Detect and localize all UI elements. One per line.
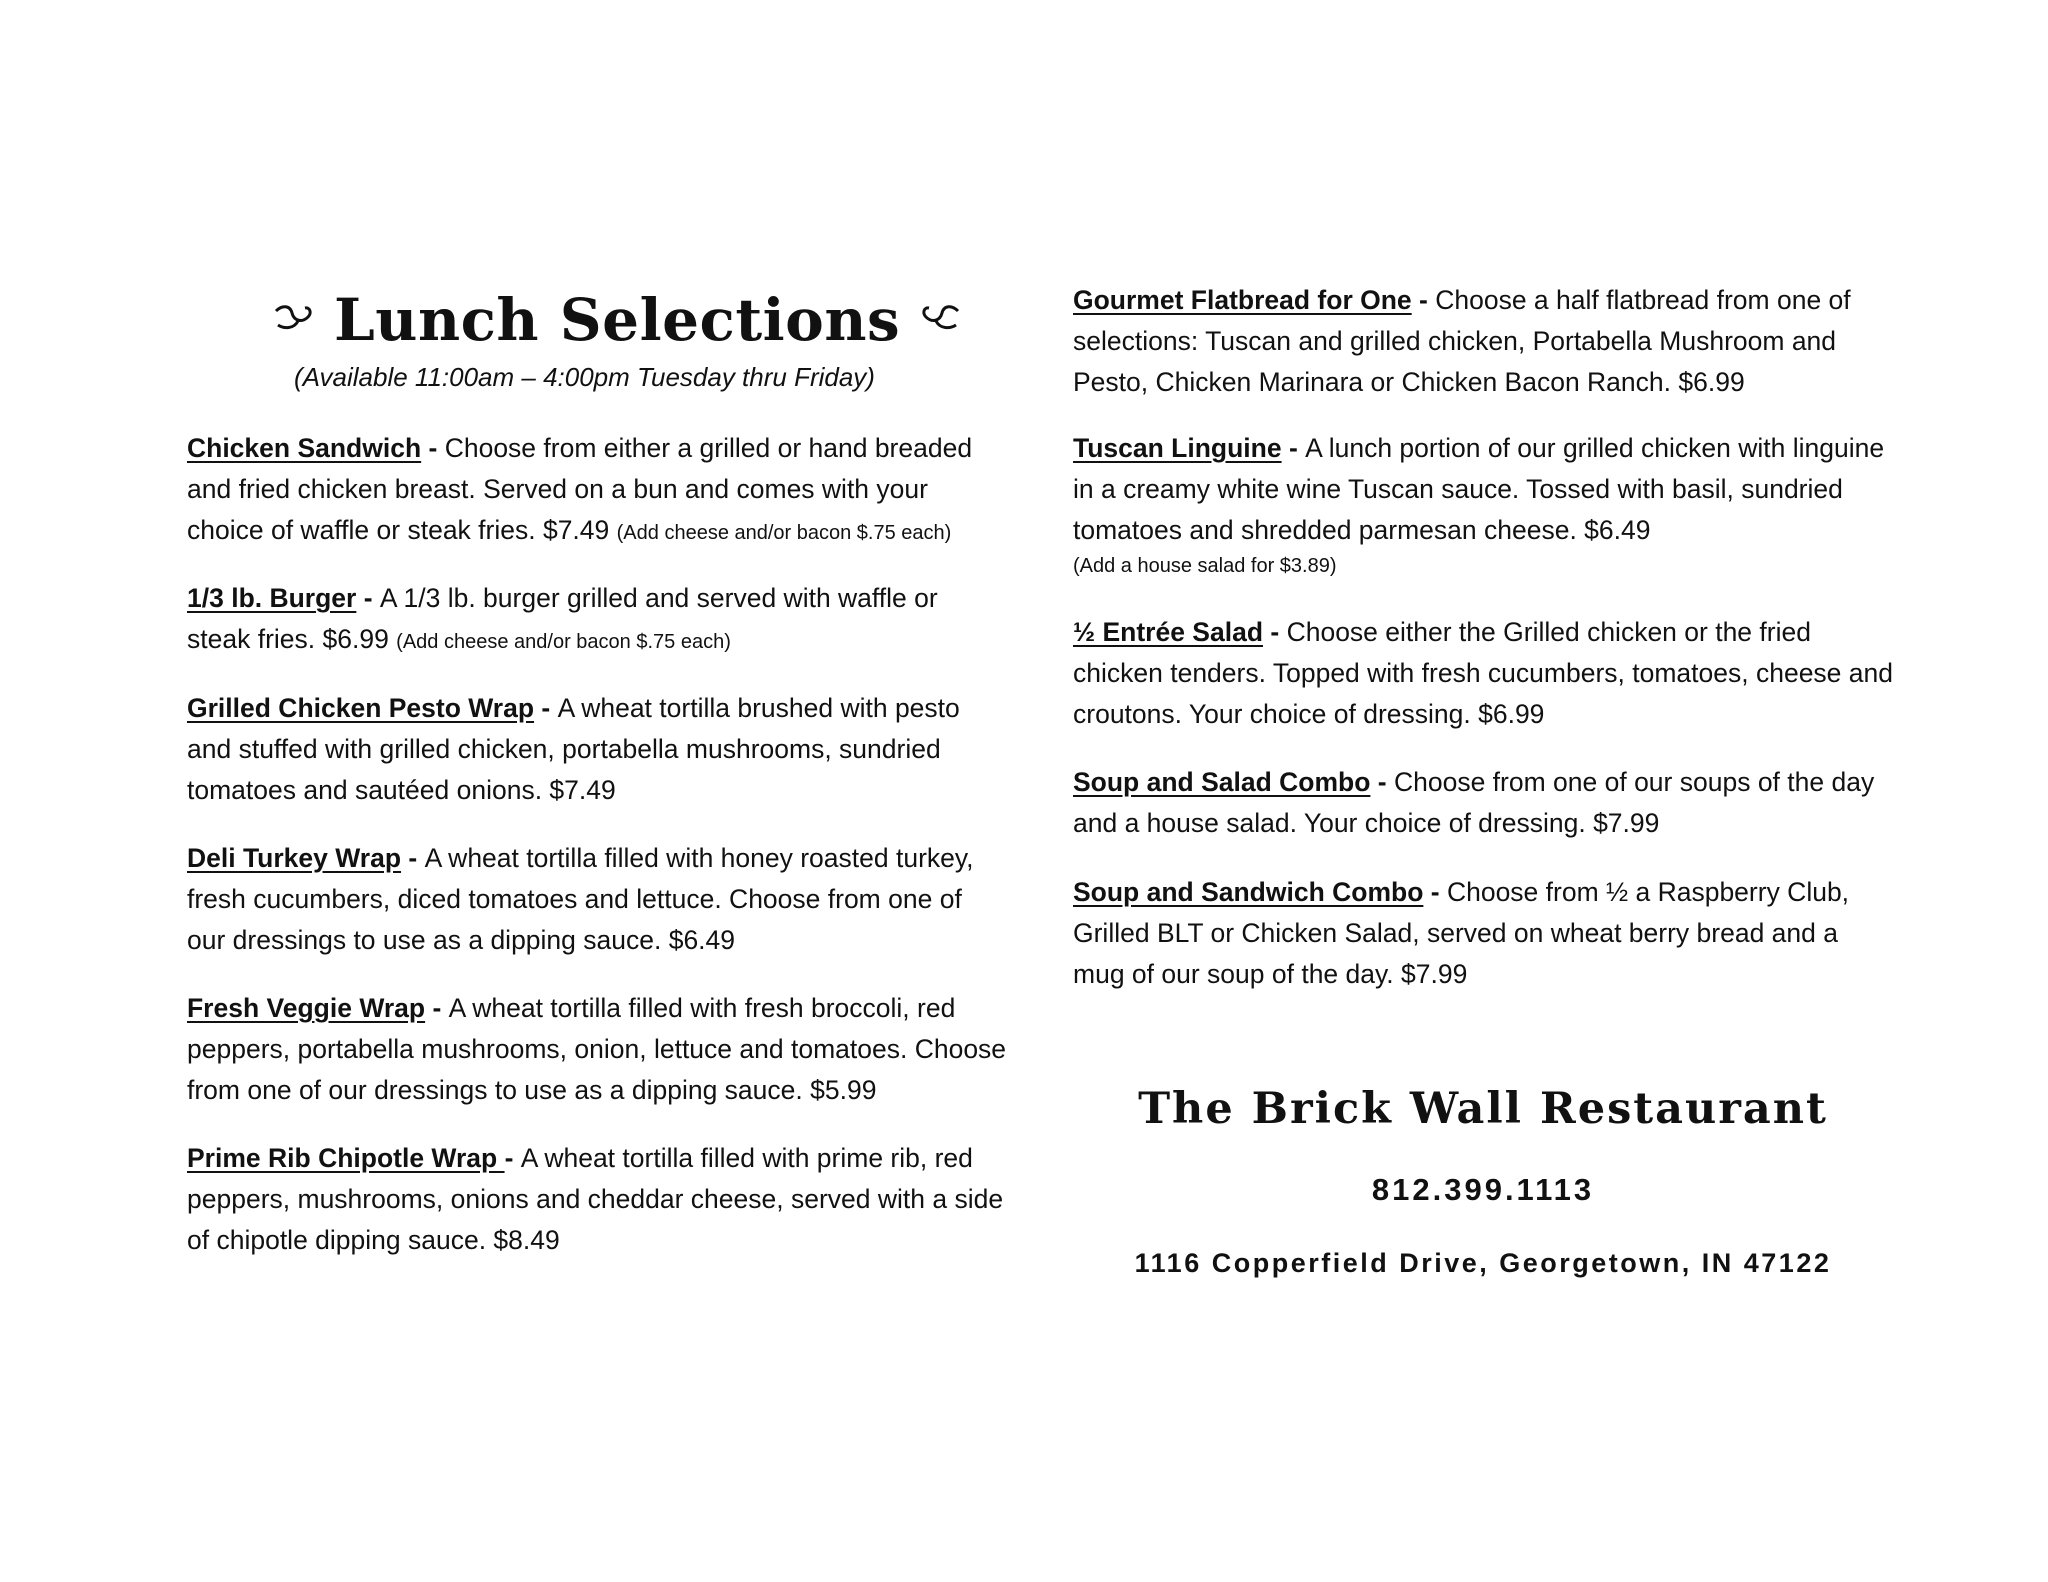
item-description: Choose from one of our soups of the day and a house salad. Your choice of dressing. $7.99 [1073, 767, 1875, 838]
item-separator: - [425, 993, 449, 1023]
item-name: Tuscan Linguine [1073, 433, 1282, 463]
item-separator: - [1411, 285, 1436, 315]
restaurant-name: The Brick Wall Restaurant [1138, 1084, 1828, 1134]
item-description: A wheat tortilla filled with honey roasted turkey, fresh cucumbers, diced tomatoes and lettuce. Choose from one of our dressings to use as a dipping sauce. $6.49 [187, 843, 974, 955]
menu-item-tuscan-linguine [1073, 428, 1893, 581]
item-separator: - [1423, 877, 1447, 907]
item-note: (Add cheese and/or bacon $.75 each) [396, 631, 731, 653]
item-name: Deli Turkey Wrap [187, 843, 402, 873]
menu-item-deli-turkey-wrap [187, 838, 1007, 961]
item-note: (Add a house salad for $3.89) [1073, 555, 1337, 577]
item-name: Prime Rib Chipotle Wrap [187, 1143, 505, 1173]
item-separator: - [356, 583, 380, 613]
ornament-right-icon [916, 300, 962, 340]
item-description: A lunch portion of our grilled chicken with linguine in a creamy white wine Tuscan sauce. Tossed with basil, sundried tomatoes and shredded parmesan cheese. $6.49 [1073, 433, 1885, 545]
menu-item-chicken-sandwich [187, 428, 1007, 554]
item-description: Choose from either a grilled or hand breaded and fried chicken breast. Served on a bun and comes with your choice of waffle or steak fries. $7.49 [187, 433, 973, 545]
menu-item-prime-rib-chipotle-wrap [187, 1138, 1007, 1261]
item-description: A wheat tortilla filled with prime rib, red peppers, mushrooms, onions and cheddar cheese, served with a side of chipotle dipping sauce. $8.49 [187, 1143, 1004, 1255]
ornament-left-icon [272, 300, 318, 340]
item-description: A 1/3 lb. burger grilled and served with waffle or steak fries. $6.99 [187, 583, 938, 654]
restaurant-address: 1116 Copperfield Drive, Georgetown, IN 47122 [1134, 1248, 1832, 1278]
item-name: ½ Entrée Salad [1073, 617, 1264, 647]
item-separator: - [421, 433, 445, 463]
item-separator: - [1370, 767, 1394, 797]
item-description: Choose from ½ a Raspberry Club, Grilled BLT or Chicken Salad, served on wheat berry bread and a mug of our soup of the day. $7.99 [1073, 877, 1850, 989]
item-description: Choose a half flatbread from one of selections: Tuscan and grilled chicken, Portabella Mushroom and Pesto, Chicken Marinara or Chicken Bacon Ranch. $6.99 [1073, 285, 1851, 397]
item-name: Soup and Sandwich Combo [1073, 877, 1424, 907]
item-note: (Add cheese and/or bacon $.75 each) [616, 522, 952, 544]
item-name: Grilled Chicken Pesto Wrap [187, 693, 535, 723]
menu-item-soup-and-sandwich-combo [1073, 872, 1893, 995]
item-separator: - [504, 1143, 521, 1173]
menu-item-half-entree-salad [1073, 612, 1893, 735]
menu-item-fresh-veggie-wrap [187, 988, 1007, 1111]
menu-item-soup-and-salad-combo [1073, 762, 1893, 844]
item-separator: - [534, 693, 558, 723]
item-separator: - [1263, 617, 1287, 647]
menu-item-gourmet-flatbread [1073, 280, 1893, 403]
item-name: 1/3 lb. Burger [187, 583, 357, 613]
menu-item-grilled-chicken-pesto-wrap [187, 688, 1007, 811]
menu-subtitle: (Available 11:00am – 4:00pm Tuesday thru Friday) [294, 362, 875, 392]
item-separator: - [1281, 433, 1306, 463]
item-name: Gourmet Flatbread for One [1073, 285, 1412, 315]
item-separator: - [401, 843, 425, 873]
item-name: Fresh Veggie Wrap [187, 993, 426, 1023]
menu-title: Lunch Selections [334, 286, 901, 354]
item-description: Choose either the Grilled chicken or the fried chicken tenders. Topped with fresh cucumbers, tomatoes, cheese and croutons. Your choice of dressing. $6.99 [1073, 617, 1893, 729]
menu-item-burger [187, 578, 1007, 663]
menu-title-row [272, 280, 992, 360]
item-description: A wheat tortilla brushed with pesto and stuffed with grilled chicken, portabella mushrooms, sundried tomatoes and sautéed onions. $7.49 [187, 693, 960, 805]
restaurant-phone: 812.399.1113 [1371, 1172, 1595, 1207]
item-description: A wheat tortilla filled with fresh broccoli, red peppers, portabella mushrooms, onion, lettuce and tomatoes. Choose from one of our dressings to use as a dipping sauce. $5.99 [187, 993, 1007, 1105]
item-name: Soup and Salad Combo [1073, 767, 1371, 797]
item-name: Chicken Sandwich [187, 433, 422, 463]
